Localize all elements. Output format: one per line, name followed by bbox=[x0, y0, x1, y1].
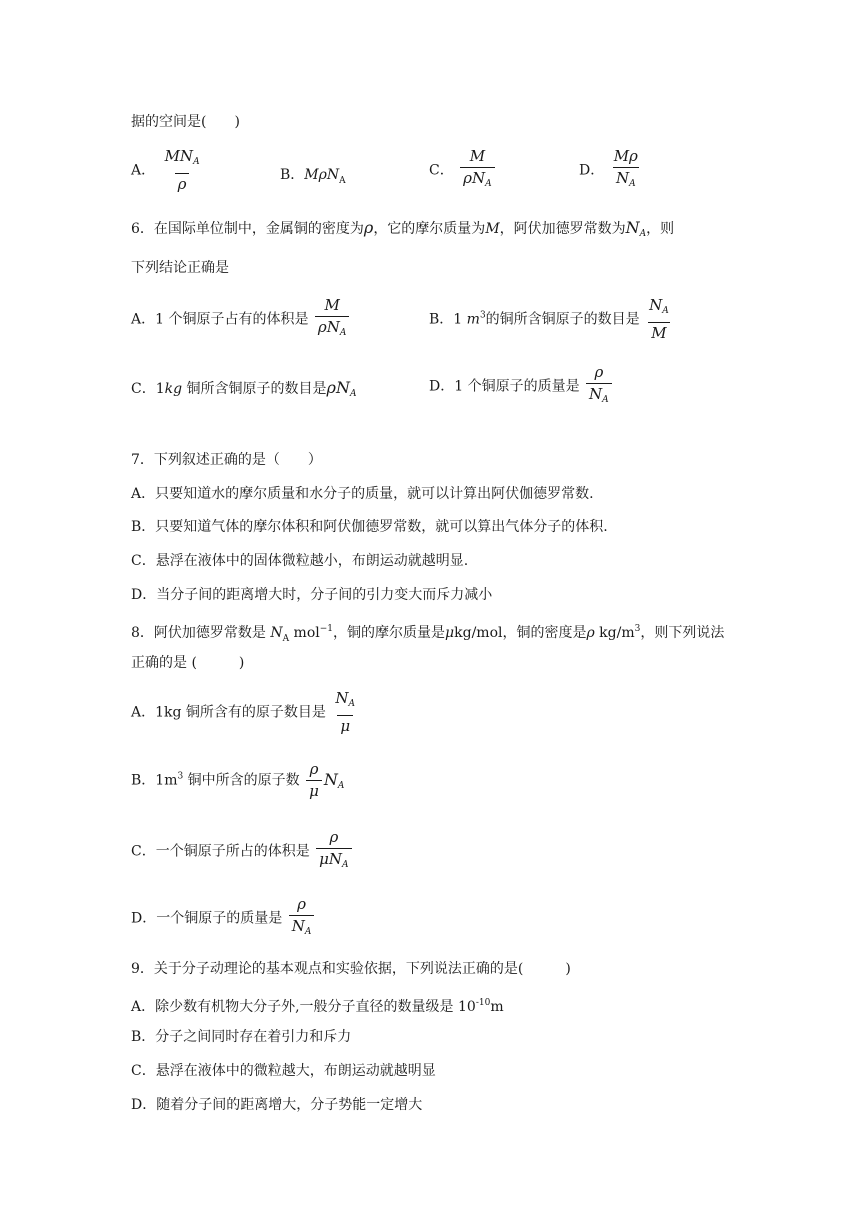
q8-option-a: A．1kg 铜所含有的原子数目是 $\frac{N_A}{\mu}$ bbox=[131, 690, 360, 735]
q7-option-c: C．悬浮在液体中的固体微粒越小，布朗运动就越明显. bbox=[131, 553, 469, 569]
q6-option-b: B．1 $m^3$的铜所含铜原子的数目是 $\frac{N_A}{M}$ bbox=[429, 297, 674, 342]
q9-stem: 9．关于分子动理论的基本观点和实验依据，下列说法正确的是( ) bbox=[131, 961, 571, 977]
q5-option-c-label: C． bbox=[429, 162, 454, 179]
q5-option-d-fraction: $\frac{M\rho}{N_A}$ bbox=[611, 148, 641, 193]
q8-option-b: B．$1m^3$ 铜中所含的原子数 $\frac{\rho}{\mu}$ $N_A$ bbox=[131, 760, 345, 800]
q5-option-b-label: B． bbox=[280, 167, 305, 183]
q8-option-c-fraction: $\frac{\rho}{\mu N_A}$ bbox=[316, 829, 351, 874]
q6-option-a-fraction: $\frac{M}{\rho N_A}$ bbox=[315, 297, 349, 342]
q5-option-a-label: A． bbox=[131, 162, 156, 179]
q5-option-c-fraction: $\frac{M}{\rho N_A}$ bbox=[460, 148, 494, 193]
q5-option-a-fraction: $\frac{MN_A}{\rho}$ bbox=[164, 147, 200, 193]
q9-option-c: C．悬浮在液体中的微粒越大，布朗运动就越明显 bbox=[131, 1063, 436, 1079]
q6-option-d: D．1 个铜原子的质量是 $\frac{\rho}{N_A}$ bbox=[429, 364, 614, 409]
q6-option-c: C．1kg 铜所含铜原子的数目是$\rho N_A$ bbox=[131, 378, 357, 399]
q6-stem-line-1: 6．在国际单位制中，金属铜的密度为ρ，它的摩尔质量为M，阿伏加德罗常数为$N_A$，则 bbox=[131, 218, 675, 239]
q8-option-a-fraction: $\frac{N_A}{\mu}$ bbox=[335, 689, 355, 735]
q8-stem-line-1: 8．阿伏加德罗常数是 $N_A$ mol$^{-1}$，铜的摩尔质量是μkg/mol，铜的密度是ρ $kg/m^3$，则下列说法 bbox=[131, 624, 725, 644]
q6-option-b-fraction: $\frac{N_A}{M}$ bbox=[649, 296, 669, 342]
q6-stem-line-2: 下列结论正确是 bbox=[131, 260, 229, 276]
q8-stem-line-2: 正确的是 ( ) bbox=[131, 655, 245, 671]
q7-option-b: B．只要知道气体的摩尔体积和阿伏伽德罗常数，就可以算出气体分子的体积. bbox=[131, 519, 608, 535]
q5-option-d-label: D． bbox=[579, 162, 605, 179]
q8-option-d-fraction: $\frac{\rho}{N_A}$ bbox=[289, 896, 315, 941]
q5-option-c bbox=[429, 148, 497, 193]
q5-stem-tail: 据的空间是( ) bbox=[131, 114, 240, 130]
q7-option-a: A．只要知道水的摩尔质量和水分子的质量，就可以计算出阿伏伽德罗常数. bbox=[131, 486, 594, 502]
q7-stem: 7．下列叙述正确的是（ ） bbox=[131, 452, 322, 468]
q8-option-c: C．一个铜原子所占的体积是 $\frac{\rho}{\mu N_A}$ bbox=[131, 829, 354, 874]
q7-option-d: D．当分子间的距离增大时，分子间的引力变大而斥力减小 bbox=[131, 587, 493, 603]
q8-option-b-fraction: $\frac{\rho}{\mu}$ bbox=[306, 761, 322, 800]
q9-option-a: A．除少数有机物大分子外,一般分子直径的数量级是 $10^{-10}m$ bbox=[131, 998, 504, 1015]
q5-option-d bbox=[579, 148, 643, 193]
q5-option-b: B．MρN$_A$ bbox=[280, 167, 346, 186]
q6-option-d-fraction: $\frac{\rho}{N_A}$ bbox=[586, 364, 612, 409]
q8-option-d: D．一个铜原子的质量是 $\frac{\rho}{N_A}$ bbox=[131, 896, 316, 941]
q5-option-a bbox=[131, 148, 205, 193]
q6-option-a: A．1 个铜原子占有的体积是 $\frac{M}{\rho N_A}$ bbox=[131, 297, 351, 342]
q9-option-b: B．分子之间同时存在着引力和斥力 bbox=[131, 1029, 352, 1045]
q9-option-d: D．随着分子间的距离增大，分子势能一定增大 bbox=[131, 1097, 423, 1113]
